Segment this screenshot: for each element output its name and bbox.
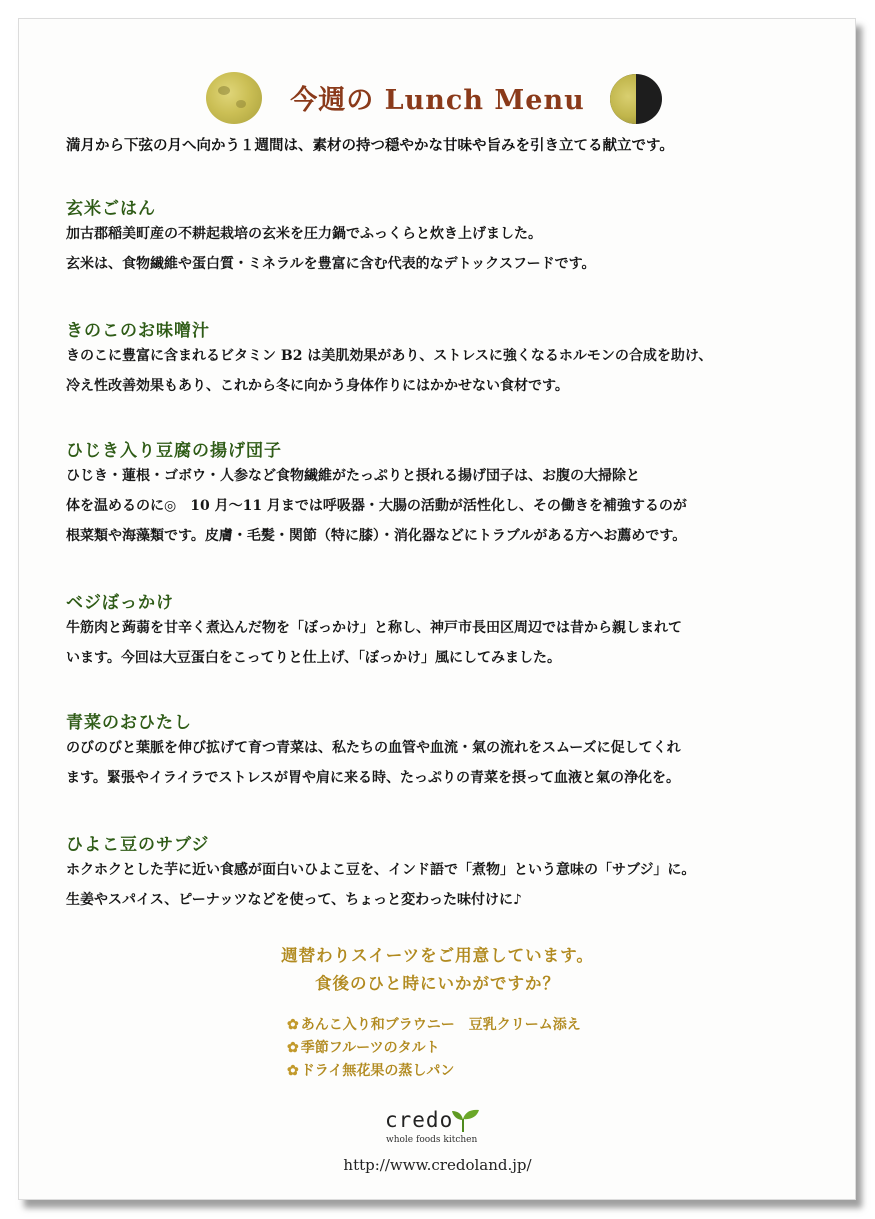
sweets-list-item (287, 1060, 687, 1083)
menu-item-genmai (66, 194, 826, 279)
sweets-item-label: ドライ無花果の蒸しパン (300, 1063, 455, 1079)
menu-item-line: 体を温めるのに◎ 10 月～11 月までは呼吸器・大腸の活動が活性化し、その働きを補強するのが (66, 498, 687, 514)
sweets-item-label: 季節フルーツのタルト (300, 1040, 440, 1056)
logo-wordmark: credo (385, 1108, 454, 1132)
flower-icon: ✿ (287, 1063, 299, 1079)
menu-item-line: きのこに豊富に含まれるビタミン B2 は美肌効果があり、ストレスに強くなるホルモンの合成を助け、 (66, 348, 713, 364)
sweets-notice (0, 942, 875, 998)
menu-item-heading: 玄米ごはん (66, 199, 156, 219)
sweets-list-item (287, 1014, 687, 1037)
sweets-list (287, 1014, 687, 1083)
credo-logo (381, 1108, 511, 1154)
menu-item-heading: 青菜のおひたし (66, 713, 192, 733)
sprout-icon (451, 1108, 481, 1132)
menu-item-line: 根菜類や海藻類です。皮膚・毛髪・関節（特に膝）・消化器などにトラブルがある方へお薦めです。 (66, 528, 687, 544)
menu-item-miso (66, 316, 826, 401)
menu-item-bokkake (66, 588, 826, 673)
half-moon-icon (610, 74, 662, 124)
sweets-list-item (287, 1037, 687, 1060)
logo-subtitle: whole foods kitchen (386, 1135, 478, 1145)
menu-item-line: 牛筋肉と蒟蒻を甘辛く煮込んだ物を「ぼっかけ」と称し、神戸市長田区周辺では昔から親しまれて (66, 620, 682, 636)
flower-icon: ✿ (287, 1040, 299, 1056)
website-url[interactable]: http://www.credoland.jp/ (343, 1156, 532, 1174)
menu-item-line: 玄米は、食物繊維や蛋白質・ミネラルを豊富に含む代表的なデトックスフードです。 (66, 256, 596, 272)
flower-icon: ✿ (287, 1017, 299, 1033)
menu-item-heading: ベジぼっかけ (66, 593, 174, 613)
menu-item-line: ます。緊張やイライラでストレスが胃や肩に来る時、たっぷりの青菜を摂って血液と氣の浄化を。 (66, 770, 681, 786)
menu-item-ohitashi (66, 708, 826, 793)
sweets-notice-line: 食後のひと時にいかがですか？ (315, 974, 560, 993)
menu-item-line: ホクホクとした芋に近い食感が面白いひよこ豆を、インド語で「煮物」という意味の「サブジ」に。 (66, 862, 696, 878)
title-row (0, 72, 875, 128)
sweets-notice-line: 週替わりスイーツをご用意しています。 (281, 946, 594, 965)
menu-item-heading: ひよこ豆のサブジ (66, 835, 210, 855)
menu-item-line: 加古郡稲美町産の不耕起栽培の玄米を圧力鍋でふっくらと炊き上げました。 (66, 226, 542, 242)
menu-item-line: のびのびと葉脈を伸び拡げて育つ青菜は、私たちの血管や血流・氣の流れをスムーズに促してくれ (66, 740, 681, 756)
menu-item-line: います。今回は大豆蛋白をこってりと仕上げ、「ぼっかけ」風にしてみました。 (66, 650, 562, 666)
menu-item-hijiki (66, 436, 826, 551)
page-title: 今週の Lunch Menu (290, 85, 585, 116)
intro-text: 満月から下弦の月へ向かう１週間は、素材の持つ穏やかな甘味や旨みを引き立てる献立です。 (66, 137, 674, 154)
menu-item-heading: ひじき入り豆腐の揚げ団子 (66, 441, 282, 461)
menu-item-sabji (66, 830, 826, 915)
menu-item-heading: きのこのお味噌汁 (66, 321, 210, 341)
sweets-item-label: あんこ入り和ブラウニー 豆乳クリーム添え (300, 1017, 581, 1033)
menu-item-line: 生姜やスパイス、ピーナッツなどを使って、ちょっと変わった味付けに♪ (66, 892, 522, 908)
menu-item-line: ひじき・蓮根・ゴボウ・人参など食物繊維がたっぷりと摂れる揚げ団子は、お腹の大掃除と (66, 468, 640, 484)
menu-item-line: 冷え性改善効果もあり、これから冬に向かう身体作りにはかかせない食材です。 (66, 378, 569, 394)
